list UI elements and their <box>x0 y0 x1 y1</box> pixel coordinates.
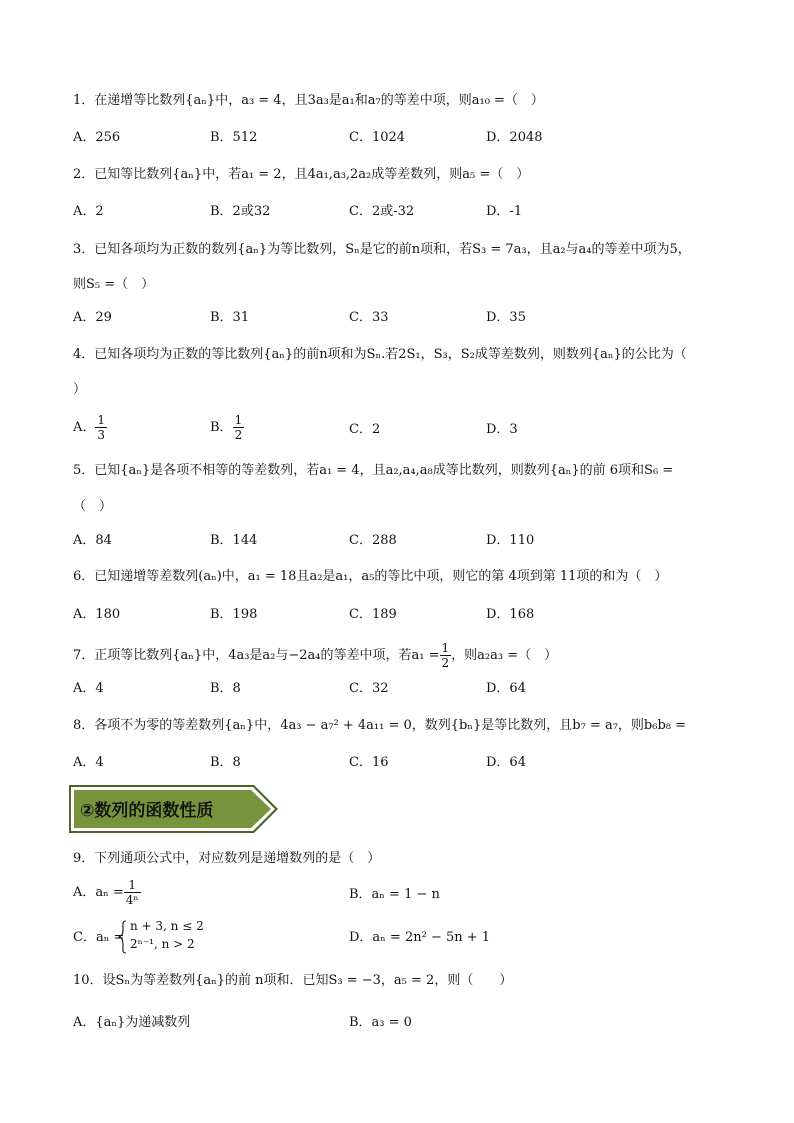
q10-option-b: B．a₃ = 0 <box>349 1015 412 1030</box>
section-banner <box>68 784 280 834</box>
q1-option-b: B．512 <box>210 130 258 145</box>
question-2: 2．已知等比数列{aₙ}中，若a₁ = 2，且4a₁,a₃,2a₂成等差数列，则a₅ =（ ） <box>73 167 530 182</box>
q5-option-a: A．84 <box>73 533 112 548</box>
q4-option-a: A． $\frac{1}{3}$ <box>73 413 106 442</box>
q7-option-b: B．8 <box>210 681 241 696</box>
q9-option-b: B．aₙ = 1 − n <box>349 887 440 902</box>
q1-option-d: D．2048 <box>486 130 543 145</box>
q9-option-d: D．aₙ = 2n² − 5n + 1 <box>349 930 491 945</box>
q5-option-c: C．288 <box>349 533 397 548</box>
question-9: 9．下列通项公式中，对应数列是递增数列的是（ ） <box>73 851 381 866</box>
question-4: 4．已知各项均为正数的等比数列{aₙ}的前n项和为Sₙ.若2S₁，S₃，S₂成等差数列，则数列{aₙ}的公比为（ <box>73 347 687 362</box>
q6-option-c: C．189 <box>349 607 397 622</box>
q3-option-c: C．33 <box>349 310 389 325</box>
section-title: ②数列的函数性质 <box>80 801 214 821</box>
brace-icon <box>118 920 128 954</box>
question-4-cont: ） <box>73 382 87 397</box>
q6-option-a: A．180 <box>73 607 121 622</box>
question-10: 10．设Sₙ为等差数列{aₙ}的前 n项和．已知S₃ = −3，a₅ = 2，则（ ） <box>73 973 513 988</box>
q3-option-b: B．31 <box>210 310 250 325</box>
q6-option-b: B．198 <box>210 607 258 622</box>
question-6: 6．已知递增等差数列(aₙ)中，a₁ = 18且a₂是a₁，a₅的等比中项，则它的第 4项到第 11项的和为（ ） <box>73 569 668 584</box>
q2-option-d: D．-1 <box>486 204 523 219</box>
q2-option-b: B．2或32 <box>210 204 271 219</box>
q5-option-b: B．144 <box>210 533 258 548</box>
q9-option-a: A．aₙ = $\frac{1}{\text{4ⁿ}}$ <box>73 878 139 907</box>
question-7: 7．正项等比数列{aₙ}中，4a₃是a₂与−2a₄的等差中项，若a₁ = $\frac{1}{2}$ ，则a₂a₃ =（ ） <box>73 641 558 670</box>
q5-option-d: D．110 <box>486 533 535 548</box>
q2-option-a: A．2 <box>73 204 104 219</box>
q9-option-c-prefix: C．aₙ = <box>73 930 125 945</box>
q8-option-a: A．4 <box>73 755 104 770</box>
q3-option-d: D．35 <box>486 310 526 325</box>
q1-option-a: A．256 <box>73 130 121 145</box>
question-5: 5．已知{aₙ}是各项不相等的等差数列，若a₁ = 4，且a₂,a₄,a₈成等比数列，则数列{aₙ}的前 6项和S₆ = <box>73 463 674 478</box>
question-3-cont: 则S₅ =（ ） <box>73 277 155 292</box>
q10-option-a: A．{aₙ}为递减数列 <box>73 1015 191 1030</box>
question-3: 3．已知各项均为正数的数列{aₙ}为等比数列，Sₙ是它的前n项和，若S₃ = 7a₃，且a₂与a₄的等差中项为5， <box>73 242 691 257</box>
q6-option-d: D．168 <box>486 607 535 622</box>
q7-option-d: D．64 <box>486 681 526 696</box>
fraction: $\frac{1}{\text{4ⁿ}}$ <box>125 878 139 907</box>
question-1: 1．在递增等比数列{aₙ}中，a₃ = 4，且3a₃是a₁和a₇的等差中项，则a₁₀ =（ ） <box>73 93 544 108</box>
q2-option-c: C．2或-32 <box>349 204 415 219</box>
question-5-cont: （ ） <box>73 499 113 514</box>
fraction: $\frac{1}{2}$ <box>441 641 450 670</box>
piecewise-case-2: 2ⁿ⁻¹, n > 2 <box>130 937 195 951</box>
q4-option-d: D．3 <box>486 422 518 437</box>
fraction: $\frac{1}{3}$ <box>97 413 106 442</box>
q1-option-c: C．1024 <box>349 130 406 145</box>
fraction: $\frac{1}{2}$ <box>234 413 243 442</box>
question-8: 8．各项不为零的等差数列{aₙ}中，4a₃ − a₇² + 4a₁₁ = 0，数列{bₙ}是等比数列，且b₇ = a₇，则b₆b₈ = <box>73 718 687 733</box>
q8-option-d: D．64 <box>486 755 526 770</box>
q8-option-b: B．8 <box>210 755 241 770</box>
q4-option-b: B． $\frac{1}{2}$ <box>210 413 243 442</box>
piecewise-case-1: n + 3, n ≤ 2 <box>130 919 204 933</box>
q4-option-c: C．2 <box>349 422 381 437</box>
q7-option-a: A．4 <box>73 681 104 696</box>
q8-option-c: C．16 <box>349 755 389 770</box>
q7-option-c: C．32 <box>349 681 389 696</box>
q3-option-a: A．29 <box>73 310 112 325</box>
